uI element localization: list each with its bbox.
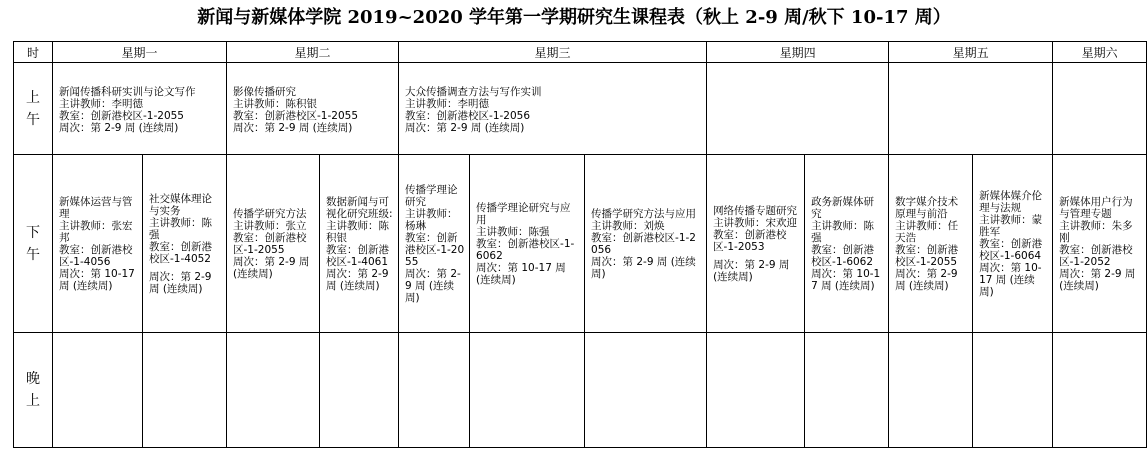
course-name: 传播学研究方法与应用 bbox=[591, 207, 697, 220]
course-weeks: 周次：第 2-9 周 (连续周) bbox=[405, 267, 461, 304]
header-saturday: 星期六 bbox=[1053, 42, 1147, 63]
page-title: 新闻与新媒体学院 2019~2020 学年第一学期研究生课程表（秋上 2-9 周/秋下 10-17 周） bbox=[197, 7, 951, 28]
course-name: 社交媒体理论与实务 bbox=[149, 192, 212, 217]
course-weeks: 周次：第 2-9 周 (连续周) bbox=[591, 255, 696, 280]
course-weeks: 周次：第 2-9 周 (连续周) bbox=[149, 270, 212, 295]
evening-row bbox=[14, 333, 1147, 448]
course-cell bbox=[320, 155, 399, 333]
header-thursday: 星期四 bbox=[707, 42, 889, 63]
course-room: 教室：创新港校区-1-2055 bbox=[59, 110, 184, 122]
course-weeks: 周次：第 2-9 周 (连续周) bbox=[233, 255, 310, 280]
course-cell bbox=[399, 63, 707, 155]
course-cell bbox=[889, 155, 973, 333]
course-room: 教室：创新港校区-1-4056 bbox=[59, 243, 133, 268]
row-label-afternoon: 下 午 bbox=[14, 155, 53, 333]
course-teacher: 主讲教师：杨琳 bbox=[405, 207, 458, 232]
course-teacher: 主讲教师：张立 bbox=[233, 219, 307, 232]
course-room: 教室：创新港校区-1-2052 bbox=[1059, 243, 1133, 268]
course-name: 大众传播调查方法与写作实训 bbox=[405, 86, 542, 98]
course-room: 教室：创新港校区-1-2055 bbox=[405, 231, 465, 268]
course-cell bbox=[53, 63, 227, 155]
course-cell bbox=[53, 155, 143, 333]
course-name: 新媒体用户行为与管理专题 bbox=[1059, 195, 1133, 220]
course-room: 教室：创新港校区-1-2056 bbox=[591, 231, 696, 256]
course-cell bbox=[470, 155, 585, 333]
course-weeks: 周次：第 2-9 周 (连续周) bbox=[1059, 267, 1136, 292]
course-weeks: 周次：第 2-9 周 (连续周) bbox=[405, 122, 525, 134]
course-cell bbox=[227, 63, 399, 155]
course-cell bbox=[973, 155, 1053, 333]
course-teacher: 主讲教师：李明德 bbox=[59, 98, 143, 110]
course-name: 影像传播研究 bbox=[233, 86, 297, 98]
course-weeks: 周次：第 2-9 周 (连续周) bbox=[895, 267, 958, 292]
course-teacher: 主讲教师：陈强 bbox=[811, 219, 875, 244]
header-time: 时 bbox=[14, 42, 53, 63]
course-teacher: 主讲教师：陈积银 bbox=[233, 98, 318, 110]
course-cell bbox=[805, 155, 889, 333]
course-room: 教室：创新港校区-1-2055 bbox=[233, 231, 307, 256]
course-name: 传播学理论研究与应用 bbox=[476, 201, 571, 226]
course-room: 教室：创新港校区-1-2055 bbox=[233, 110, 358, 122]
course-room: 教室：创新港校区-1-2056 bbox=[405, 110, 531, 122]
course-room: 教室：创新港校区-1-6064 bbox=[979, 237, 1043, 262]
course-teacher: 主讲教师：陈强 bbox=[476, 225, 550, 238]
empty-cell bbox=[320, 333, 399, 448]
empty-cell bbox=[143, 333, 227, 448]
course-cell bbox=[227, 155, 320, 333]
empty-cell bbox=[707, 63, 889, 155]
empty-cell bbox=[1053, 333, 1147, 448]
course-weeks: 周次：第 10-17 周 (连续周) bbox=[979, 261, 1042, 298]
course-name: 政务新媒体研究 bbox=[811, 195, 875, 220]
course-name: 数字媒介技术原理与前沿 bbox=[895, 195, 959, 220]
course-room: 教室：创新港校区-1-4052 bbox=[149, 240, 212, 265]
course-weeks: 周次：第 2-9 周 (连续周) bbox=[59, 122, 179, 134]
course-teacher: 主讲教师：张宏邦 bbox=[59, 219, 133, 244]
course-room: 教室：创新港校区-1-6062 bbox=[811, 243, 875, 268]
empty-cell bbox=[1053, 63, 1147, 155]
course-teacher: 主讲教师：刘焕 bbox=[591, 219, 665, 232]
course-name: 数据新闻与可视化研究班级: bbox=[326, 195, 393, 220]
afternoon-row bbox=[14, 155, 1147, 333]
course-room: 教室：创新港校区-1-2053 bbox=[713, 228, 787, 253]
empty-cell bbox=[227, 333, 320, 448]
course-weeks: 周次：第 10-17 周 (连续周) bbox=[476, 261, 566, 286]
course-name: 传播学研究方法 bbox=[233, 207, 307, 220]
course-teacher: 主讲教师：李明德 bbox=[405, 98, 490, 110]
row-label-morning: 上 午 bbox=[14, 63, 53, 155]
course-cell bbox=[143, 155, 227, 333]
empty-cell bbox=[53, 333, 143, 448]
course-teacher: 主讲教师：蒙胜军 bbox=[979, 213, 1043, 238]
course-room: 教室：创新港校区-1-6062 bbox=[476, 237, 575, 262]
empty-cell bbox=[889, 63, 1053, 155]
course-cell bbox=[1053, 155, 1147, 333]
course-cell bbox=[399, 155, 470, 333]
course-teacher: 主讲教师：陈积银 bbox=[326, 219, 390, 244]
empty-cell bbox=[707, 333, 805, 448]
empty-cell bbox=[973, 333, 1053, 448]
course-teacher: 主讲教师：陈强 bbox=[149, 216, 212, 241]
empty-cell bbox=[805, 333, 889, 448]
course-weeks: 周次：第 2-9 周 (连续周) bbox=[233, 122, 353, 134]
empty-cell bbox=[585, 333, 707, 448]
course-cell bbox=[707, 155, 805, 333]
course-name: 传播学理论研究 bbox=[405, 183, 458, 208]
header-friday: 星期五 bbox=[889, 42, 1053, 63]
course-cell bbox=[585, 155, 707, 333]
course-name: 新闻传播科研实训与论文写作 bbox=[59, 86, 196, 98]
course-teacher: 主讲教师：朱多刚 bbox=[1059, 219, 1133, 244]
header-wednesday: 星期三 bbox=[399, 42, 707, 63]
course-weeks: 周次：第 2-9 周 (连续周) bbox=[713, 258, 790, 283]
header-monday: 星期一 bbox=[53, 42, 227, 63]
course-name: 新媒体媒介伦理与法规 bbox=[979, 189, 1043, 214]
course-weeks: 周次：第 10-17 周 (连续周) bbox=[811, 267, 881, 292]
header-tuesday: 星期二 bbox=[227, 42, 399, 63]
morning-row bbox=[14, 63, 1147, 155]
course-teacher: 主讲教师：宋欢迎 bbox=[713, 216, 798, 229]
course-room: 教室：创新港校区-1-4061 bbox=[326, 243, 390, 268]
course-name: 新媒体运营与管理 bbox=[59, 195, 133, 220]
empty-cell bbox=[399, 333, 470, 448]
empty-cell bbox=[889, 333, 973, 448]
course-weeks: 周次：第 2-9 周 (连续周) bbox=[326, 267, 389, 292]
course-name: 网络传播专题研究 bbox=[713, 204, 798, 217]
course-weeks: 周次：第 10-17 周 (连续周) bbox=[59, 267, 135, 292]
header-row bbox=[14, 42, 1147, 63]
course-teacher: 主讲教师：任天浩 bbox=[895, 219, 959, 244]
empty-cell bbox=[470, 333, 585, 448]
course-room: 教室：创新港校区-1-2055 bbox=[895, 243, 959, 268]
row-label-evening: 晚 上 bbox=[14, 333, 53, 448]
schedule-table bbox=[13, 41, 1147, 448]
